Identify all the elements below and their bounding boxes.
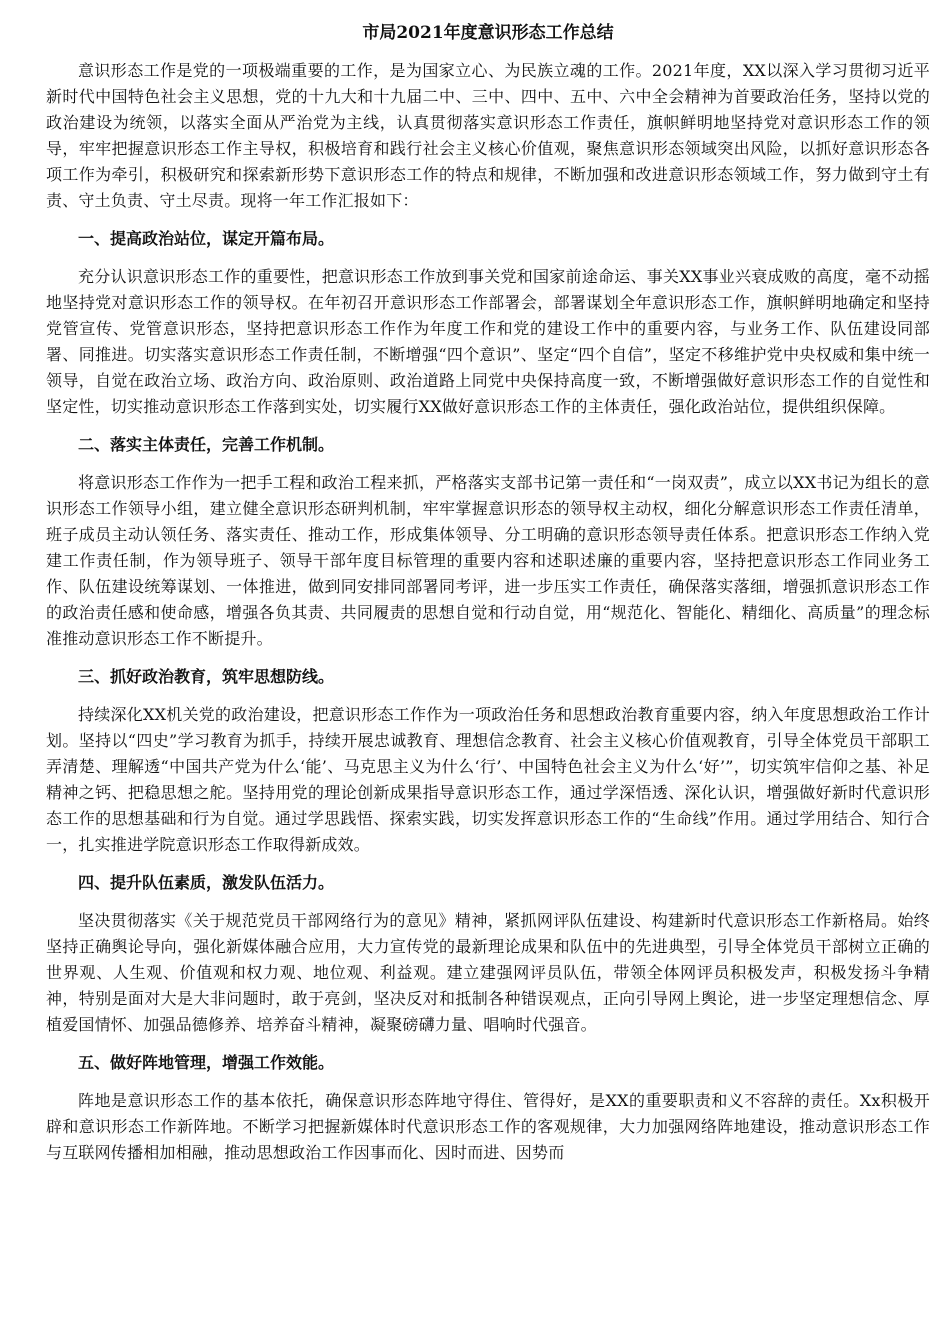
- document-page: [46, 20, 930, 1166]
- section-2-heading: 二、落实主体责任，完善工作机制。: [78, 435, 335, 454]
- section-5-heading: 五、做好阵地管理，增强工作效能。: [78, 1053, 335, 1072]
- section-4-heading: 四、提升队伍素质，激发队伍活力。: [78, 873, 335, 892]
- intro-paragraph: 意识形态工作是党的一项极端重要的工作，是为国家立心、为民族立魂的工作。2021年度，XX以深入学习贯彻习近平新时代中国特色社会主义思想，党的十九大和十九届二中、三中、四中、五中、六中全会精神为首要政治任务，坚持以党的政治建设为统领，以落实全面从严治党为主线，认真贯彻落实意识形态工作责任，旗帜鲜明地坚持党对意识形态工作的领导，牢牢把握意识形态工作主导权，积极培育和践行社会主义核心价值观，聚焦意识形态领域突出风险，以抓好意识形态各项工作为牵引，积极研究和探索新形势下意识形态工作的特点和规律，不断加强和改进意识形态领域工作，努力做到守土有责、守土负责、守土尽责。现将一年工作汇报如下：: [46, 61, 930, 210]
- section-2-body: 将意识形态工作作为一把手工程和政治工程来抓，严格落实支部书记第一责任和“一岗双责”，成立以XX书记为组长的意识形态工作领导小组，建立健全意识形态研判机制，牢牢掌握意识形态的领导权主动权，细化分解意识形态工作责任清单，班子成员主动认领任务、落实责任、推动工作，形成集体领导、分工明确的意识形态领导责任体系。把意识形态工作纳入党建工作责任制，作为领导班子、领导干部年度目标管理的重要内容和述职述廉的重要内容，坚持把意识形态工作同业务工作、队伍建设统筹谋划、一体推进，做到同安排同部署同考评，进一步压实工作责任，确保落实落细，增强抓意识形态工作的政治责任感和使命感，增强各负其责、共同履责的思想自觉和行动自觉，用“规范化、智能化、精细化、高质量”的理念标准推动意识形态工作不断提升。: [46, 473, 930, 648]
- section-1-heading: 一、提高政治站位，谋定开篇布局。: [78, 229, 335, 248]
- section-5-body: 阵地是意识形态工作的基本依托，确保意识形态阵地守得住、管得好，是XX的重要职责和义不容辞的责任。Xx积极开辟和意识形态工作新阵地。不断学习把握新媒体时代意识形态工作的客观规律，大力加强网络阵地建设，推动意识形态工作与互联网传播相加相融，推动思想政治工作因事而化、因时而进、因势而: [46, 1091, 930, 1162]
- section-3-body: 持续深化XX机关党的政治建设，把意识形态工作作为一项政治任务和思想政治教育重要内容，纳入年度思想政治工作计划。坚持以“四史”学习教育为抓手，持续开展忠诚教育、理想信念教育、社会主义核心价值观教育，引导全体党员干部职工弄清楚、理解透“中国共产党为什么‘能’、马克思主义为什么‘行’、中国特色社会主义为什么‘好’”，切实筑牢信仰之基、补足精神之钙、把稳思想之舵。坚持用党的理论创新成果指导意识形态工作，通过学深悟透、深化认识，增强做好新时代意识形态工作的思想基础和行为自觉。通过学思践悟、探索实践，切实发挥意识形态工作的“生命线”作用。通过学用结合、知行合一，扎实推进学院意识形态工作取得新成效。: [46, 705, 930, 854]
- document-title: 市局2021年度意识形态工作总结: [362, 23, 614, 43]
- section-1-body: 充分认识意识形态工作的重要性，把意识形态工作放到事关党和国家前途命运、事关XX事业兴衰成败的高度，毫不动摇地坚持党对意识形态工作的领导权。在年初召开意识形态工作部署会，部署谋划全年意识形态工作，旗帜鲜明地确定和坚持党管宣传、党管意识形态，坚持把意识形态工作作为年度工作和党的建设工作中的重要内容，与业务工作、队伍建设同部署、同推进。切实落实意识形态工作责任制，不断增强“四个意识”、坚定“四个自信”，坚定不移维护党中央权威和集中统一领导，自觉在政治立场、政治方向、政治原则、政治道路上同党中央保持高度一致，不断增强做好意识形态工作的自觉性和坚定性，切实推动意识形态工作落到实处，切实履行XX做好意识形态工作的主体责任，强化政治站位，提供组织保障。: [46, 267, 930, 416]
- section-3-heading: 三、抓好政治教育，筑牢思想防线。: [78, 667, 335, 686]
- section-4-body: 坚决贯彻落实《关于规范党员干部网络行为的意见》精神，紧抓网评队伍建设、构建新时代意识形态工作新格局。始终坚持正确舆论导向，强化新媒体融合应用，大力宣传党的最新理论成果和队伍中的先进典型，引导全体党员干部树立正确的世界观、人生观、价值观和权力观、地位观、利益观。建立建强网评员队伍，带领全体网评员积极发声，积极发扬斗争精神，特别是面对大是大非问题时，敢于亮剑，坚决反对和抵制各种错误观点，正向引导网上舆论，进一步坚定理想信念、厚植爱国情怀、加强品德修养、培养奋斗精神，凝聚磅礴力量、唱响时代强音。: [46, 911, 930, 1034]
